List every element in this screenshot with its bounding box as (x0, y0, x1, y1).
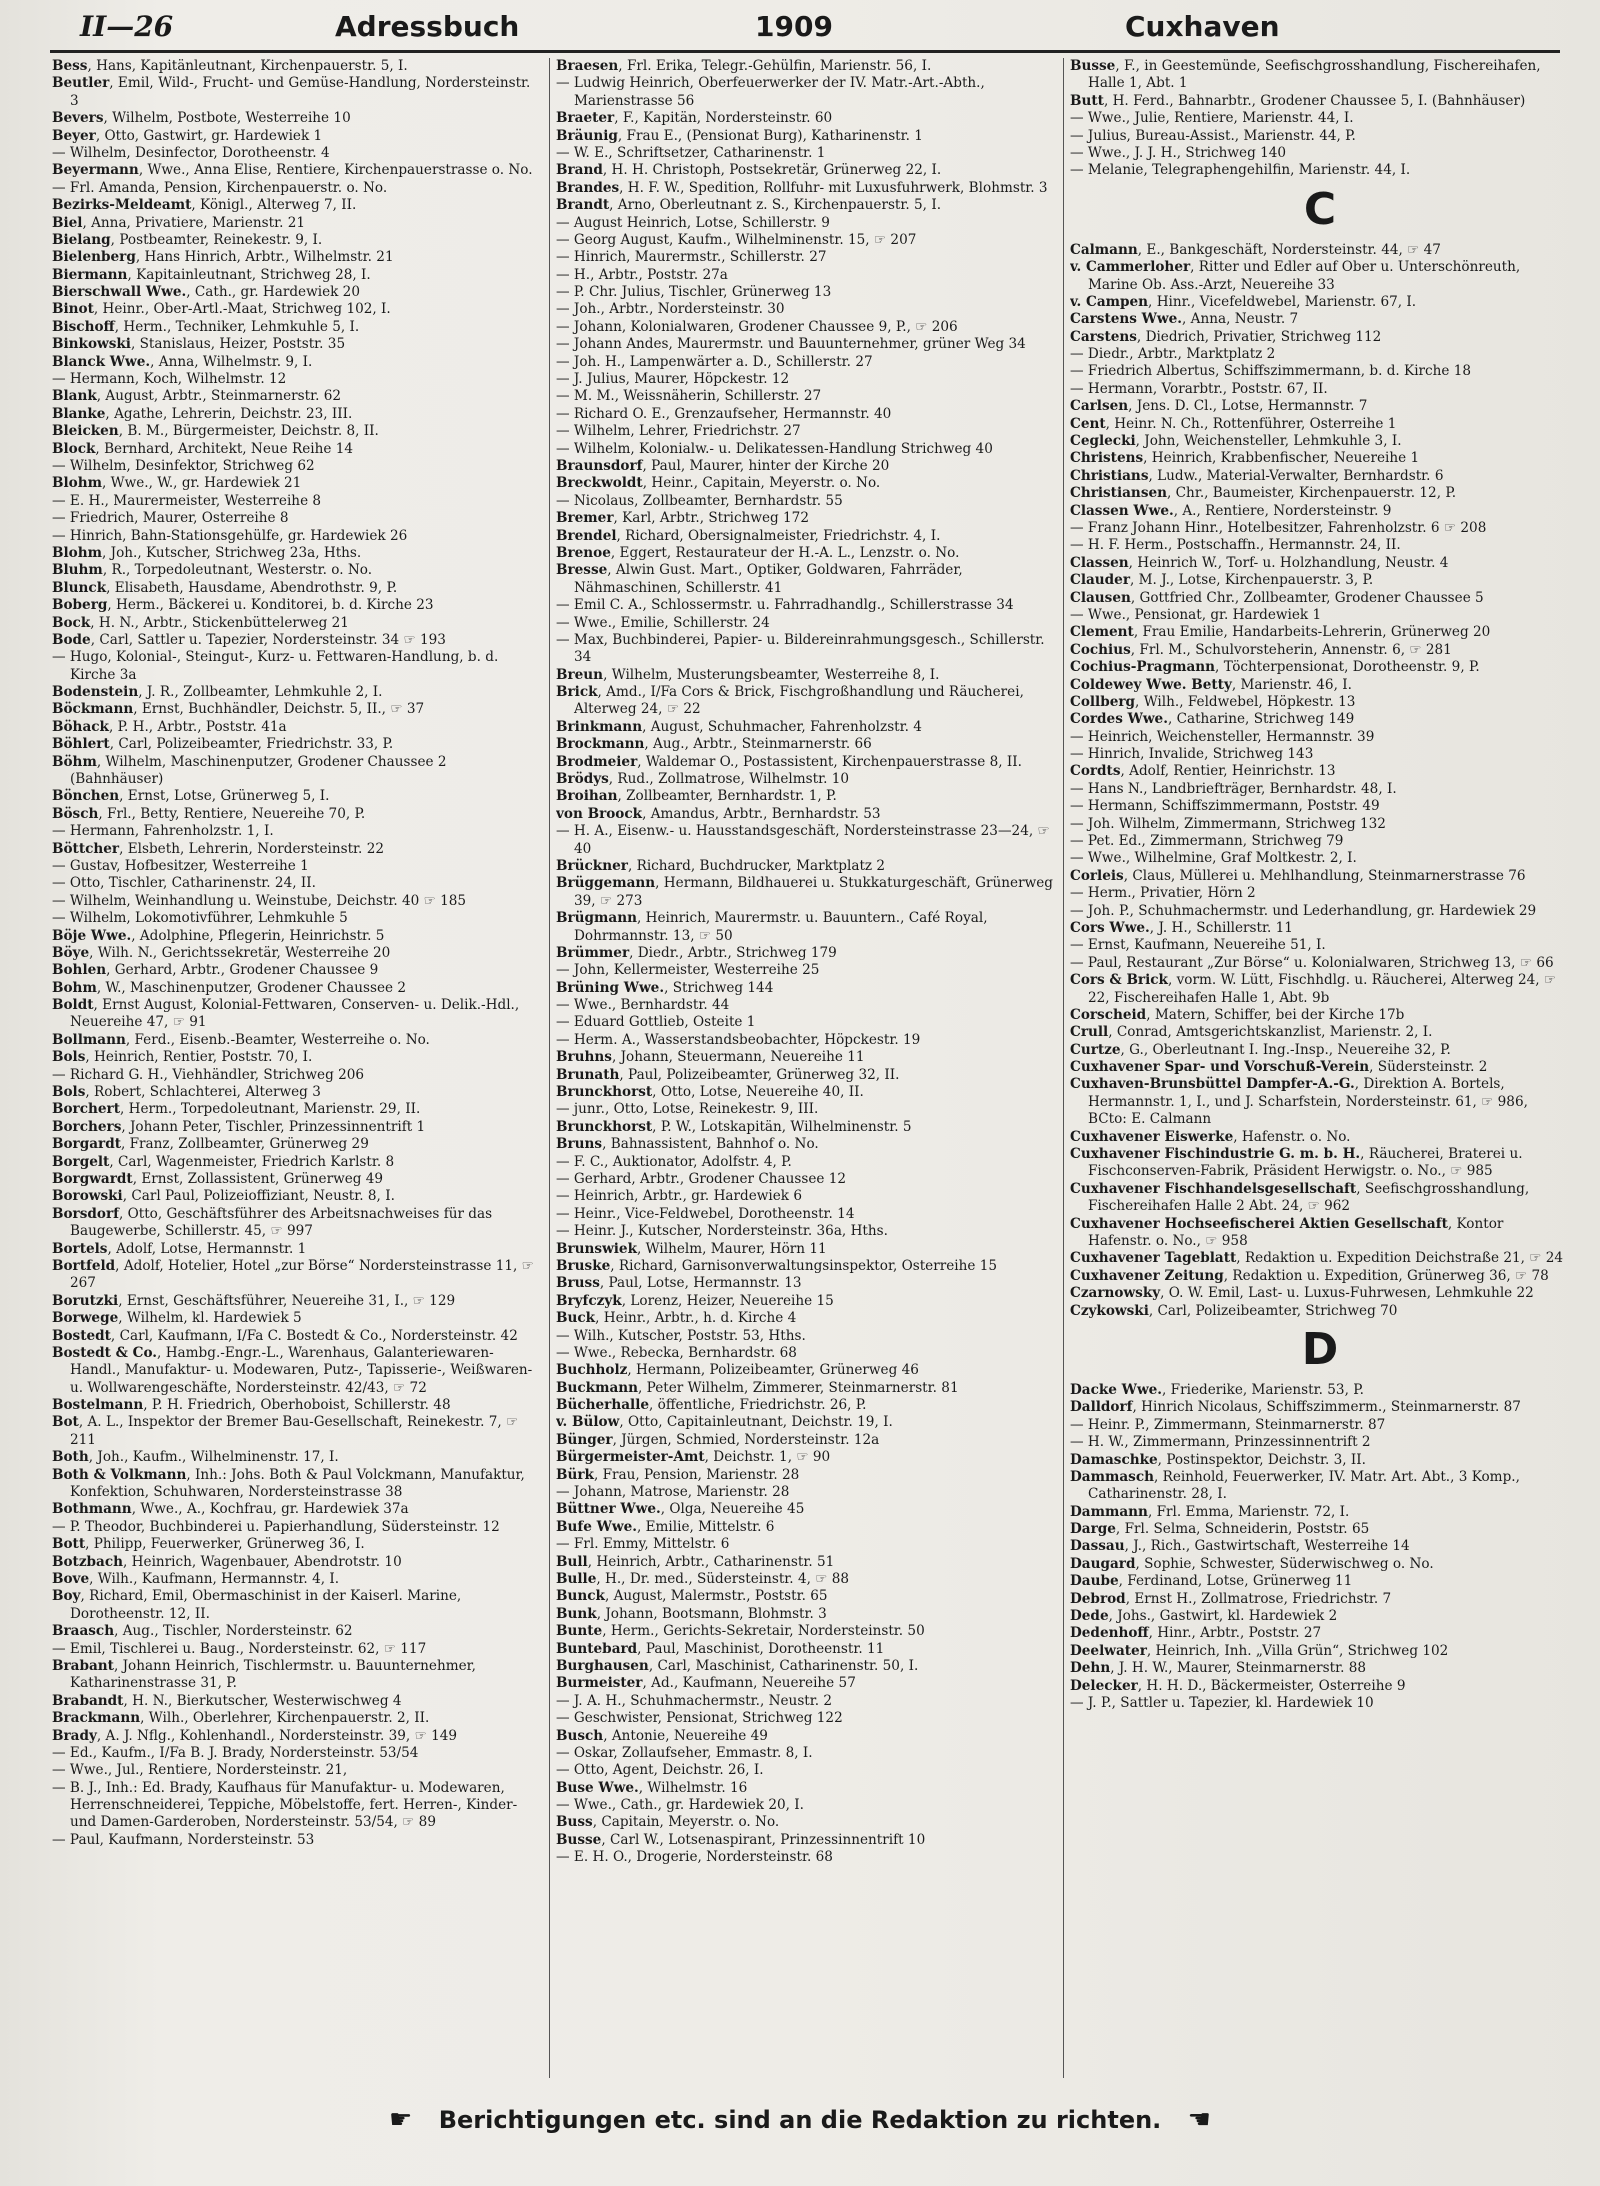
directory-entry: — Otto, Tischler, Catharinenstr. 24, II. (52, 875, 316, 892)
directory-entry: Cuxhavener Zeitung, Redaktion u. Expedition, Grünerweg 36, ☞ 78 (1070, 1267, 1549, 1284)
directory-entry: Bodenstein, J. R., Zollbeamter, Lehmkuhle 2, I. (52, 684, 383, 701)
directory-entry: — Wwe., Rebecka, Bernhardstr. 68 (556, 1344, 797, 1361)
directory-entry: Dammann, Frl. Emma, Marienstr. 72, I. (1070, 1503, 1350, 1520)
directory-entry: — F. C., Auktionator, Adolfstr. 4, P. (556, 1153, 792, 1170)
directory-entry: Bortels, Adolf, Lotse, Hermannstr. 1 (52, 1240, 307, 1257)
directory-entry: — Hermann, Vorarbtr., Poststr. 67, II. (1070, 380, 1328, 397)
directory-entry: — Max, Buchbinderei, Papier- u. Bildereinrahmungsgesch., Schillerstr. 34 (556, 631, 1045, 666)
directory-entry: Blanke, Agathe, Lehrerin, Deichstr. 23, III. (52, 405, 353, 422)
directory-entry: Collberg, Wilh., Feldwebel, Höpkestr. 13 (1070, 693, 1356, 710)
directory-entry: — Gerhard, Arbtr., Grodener Chaussee 12 (556, 1171, 847, 1187)
directory-entry: — Wwe., Cath., gr. Hardewiek 20, I. (556, 1797, 804, 1814)
directory-entry: Bortfeld, Adolf, Hotelier, Hotel „zur Börse“ Nordersteinstrasse 11, ☞ 267 (52, 1257, 534, 1292)
directory-entry: Böhlert, Carl, Polizeibeamter, Friedrichstr. 33, P. (52, 736, 394, 753)
directory-entry: Bryfczyk, Lorenz, Heizer, Neuereihe 15 (556, 1292, 834, 1309)
directory-entry: Bunte, Herm., Gerichts-Sekretair, Nordersteinstr. 50 (556, 1623, 925, 1640)
directory-entry: Curtze, G., Oberleutnant I. Ing.-Insp., Neuereihe 32, P. (1070, 1041, 1451, 1058)
directory-entry: Brinkmann, August, Schuhmacher, Fahrenholzstr. 4 (556, 718, 922, 735)
directory-entry: Borchers, Johann Peter, Tischler, Prinzessinnentrift 1 (52, 1118, 426, 1135)
directory-entry: — Hermann, Fahrenholzstr. 1, I. (52, 823, 274, 840)
directory-entry: Debrod, Ernst H., Zollmatrose, Friedrichstr. 7 (1070, 1590, 1392, 1607)
directory-entry: Borutzki, Ernst, Geschäftsführer, Neuereihe 31, I., ☞ 129 (52, 1292, 456, 1309)
directory-entry: Braunsdorf, Paul, Maurer, hinter der Kirche 20 (556, 457, 890, 474)
directory-entry: — Wilh., Kutscher, Poststr. 53, Hths. (556, 1327, 806, 1344)
directory-entry: Borgelt, Carl, Wagenmeister, Friedrich Karlstr. 8 (52, 1153, 395, 1170)
directory-entry: Carlsen, Jens. D. Cl., Lotse, Hermannstr. 7 (1070, 398, 1368, 415)
directory-entry: — Gustav, Hofbesitzer, Westerreihe 1 (52, 857, 309, 874)
directory-entry: Beutler, Emil, Wild-, Frucht- und Gemüse-Handlung, Nordersteinstr. 3 (52, 75, 531, 109)
directory-entry: — J. A. H., Schuhmachermstr., Neustr. 2 (556, 1692, 833, 1709)
directory-entry: — Joh. Wilhelm, Zimmermann, Strichweg 132 (1070, 815, 1386, 832)
directory-entry: Brodmeier, Waldemar O., Postassistent, Kirchenpauerstrasse 8, II. (556, 753, 1022, 770)
directory-entry: Brümmer, Diedr., Arbtr., Strichweg 179 (556, 944, 837, 961)
city-name: Cuxhaven (1125, 10, 1280, 43)
directory-entry: Block, Bernhard, Architekt, Neue Reihe 14 (52, 440, 354, 457)
directory-entry: Cuxhavener Eiswerke, Hafenstr. o. No. (1070, 1128, 1351, 1145)
directory-entry: Carstens, Diedrich, Privatier, Strichweg 112 (1070, 328, 1382, 345)
directory-entry: Burmeister, Ad., Kaufmann, Neuereihe 57 (556, 1675, 856, 1692)
directory-entry: v. Cammerloher, Ritter und Edler auf Ober u. Unterschönreuth, Marine Ob. Ass.-Arzt, Neuereihe 33 (1070, 259, 1521, 293)
directory-entry: — Herm. A., Wasserstandsbeobachter, Höpckestr. 19 (556, 1031, 921, 1048)
directory-entry: Brenoe, Eggert, Restaurateur der H.-A. L., Lenzstr. o. No. (556, 544, 960, 561)
footer-note: Berichtigungen etc. sind an die Redaktion zu richten. (438, 2106, 1162, 2134)
directory-entry: Butt, H. Ferd., Bahnarbtr., Grodener Chaussee 5, I. (Bahnhäuser) (1070, 92, 1526, 109)
directory-entry: v. Campen, Hinr., Vicefeldwebel, Marienstr. 67, I. (1070, 293, 1417, 310)
directory-entry: Crull, Conrad, Amtsgerichtskanzlist, Marienstr. 2, I. (1070, 1024, 1433, 1041)
directory-entry: Bostedt & Co., Hambg.-Engr.-L., Warenhaus, Galanteriewaren-Handl., Manufaktur- u. Modewaren, Putz-, Tapisserie-, Weißwaren- u. Wollwarengeschäfte, Nordersteinstr. 42/43, ☞ 72 (52, 1344, 533, 1396)
directory-entry: Beyermann, Wwe., Anna Elise, Rentiere, Kirchenpauerstrasse o. No. (52, 162, 533, 179)
directory-entry: Blunck, Elisabeth, Hausdame, Abendrothstr. 9, P. (52, 579, 398, 596)
directory-entry: — Friedrich, Maurer, Osterreihe 8 (52, 510, 289, 527)
directory-entry: Borowski, Carl Paul, Polizeioffiziant, Neustr. 8, I. (52, 1188, 395, 1205)
directory-entry: v. Bülow, Otto, Capitainleutnant, Deichstr. 19, I. (556, 1414, 893, 1431)
directory-entry: Daugard, Sophie, Schwester, Süderwischweg o. No. (1070, 1555, 1434, 1572)
directory-entry: Dassau, J., Rich., Gastwirtschaft, Westerreihe 14 (1070, 1538, 1410, 1555)
directory-entry: — B. J., Inh.: Ed. Brady, Kaufhaus für Manufaktur- u. Modewaren, Herrenschneiderei, Teppiche, Möbelstoffe, fert. Herren-, Kinder- und Damen-Garderoben, Nordersteinstr. 53/54, ☞ 89 (52, 1779, 518, 1831)
directory-entry: — Heinrich, Weichensteller, Hermannstr. 39 (1070, 728, 1375, 745)
directory-entry: — Wwe., Wilhelmine, Graf Moltkestr. 2, I. (1070, 850, 1357, 867)
directory-entry: Brunath, Paul, Polizeibeamter, Grünerweg 32, II. (556, 1066, 900, 1083)
directory-entry: Boberg, Herm., Bäckerei u. Konditorei, b. d. Kirche 23 (52, 597, 434, 614)
directory-entry: Buchholz, Hermann, Polizeibeamter, Grünerweg 46 (556, 1362, 919, 1379)
directory-entry: Classen, Heinrich W., Torf- u. Holzhandlung, Neustr. 4 (1070, 554, 1449, 571)
directory-entry: Bluhm, R., Torpedoleutnant, Westerstr. o. No. (52, 562, 373, 579)
book-title: Adressbuch (335, 10, 520, 43)
column-1 (52, 58, 542, 2078)
directory-entry: Cordts, Adolf, Rentier, Heinrichstr. 13 (1070, 763, 1336, 780)
directory-entry: — Emil, Tischlerei u. Baug., Nordersteinstr. 62, ☞ 117 (52, 1640, 427, 1657)
directory-entry: Bock, H. N., Arbtr., Stickenbüttelerweg 21 (52, 614, 349, 631)
directory-entry: Christiansen, Chr., Baumeister, Kirchenpauerstr. 12, P. (1070, 485, 1457, 502)
directory-entry: Beyer, Otto, Gastwirt, gr. Hardewiek 1 (52, 127, 323, 144)
directory-entry: — Richard G. H., Viehhändler, Strichweg 206 (52, 1066, 365, 1083)
directory-entry: Brendel, Richard, Obersignalmeister, Friedrichstr. 4, I. (556, 527, 941, 544)
directory-entry: Bollmann, Ferd., Eisenb.-Beamter, Westerreihe o. No. (52, 1031, 430, 1048)
directory-entry: — Wwe., Jul., Rentiere, Nordersteinstr. 21, (52, 1762, 348, 1779)
directory-entry: Bräunig, Frau E., (Pensionat Burg), Katharinenstr. 1 (556, 127, 923, 144)
directory-entry: Bunk, Johann, Bootsmann, Blohmstr. 3 (556, 1605, 827, 1622)
directory-entry: Bove, Wilh., Kaufmann, Hermannstr. 4, I. (52, 1570, 340, 1587)
directory-entry: — Emil C. A., Schlossermstr. u. Fahrradhandlg., Schillerstrasse 34 (556, 597, 1014, 614)
directory-entry: — M. M., Weissnäherin, Schillerstr. 27 (556, 388, 822, 405)
pointing-hand-left-icon: ☚ (1187, 2105, 1211, 2135)
directory-entry: Botzbach, Heinrich, Wagenbauer, Abendrotstr. 10 (52, 1553, 402, 1570)
directory-entry: Borchert, Herm., Torpedoleutnant, Marienstr. 29, II. (52, 1101, 421, 1118)
directory-entry: Brandt, Arno, Oberleutnant z. S., Kirchenpauerstr. 5, I. (556, 197, 942, 214)
column-divider (1063, 58, 1064, 2078)
directory-entry: — Hermann, Schiffszimmermann, Poststr. 49 (1070, 798, 1380, 815)
directory-entry: Borgwardt, Ernst, Zollassistent, Grünerweg 49 (52, 1171, 384, 1187)
directory-entry: Broihan, Zollbeamter, Bernhardstr. 1, P. (556, 788, 837, 805)
directory-entry: — P. Chr. Julius, Tischler, Grünerweg 13 (556, 284, 832, 301)
directory-entry: Buckmann, Peter Wilhelm, Zimmerer, Steinmarnerstr. 81 (556, 1379, 959, 1396)
directory-entry: Binkowski, Stanislaus, Heizer, Poststr. 35 (52, 336, 346, 353)
directory-entry: Both, Joh., Kaufm., Wilhelminenstr. 17, I. (52, 1449, 339, 1466)
directory-entry: Böckmann, Ernst, Buchhändler, Deichstr. 5, II., ☞ 37 (52, 701, 425, 718)
directory-entry: — Wilhelm, Desinfector, Dorotheenstr. 4 (52, 144, 330, 161)
page-footer (0, 2105, 1600, 2135)
directory-entry: Bode, Carl, Sattler u. Tapezier, Nordersteinstr. 34 ☞ 193 (52, 631, 446, 648)
directory-entry: Bevers, Wilhelm, Postbote, Westerreihe 10 (52, 110, 351, 127)
directory-entry: Brockmann, Aug., Arbtr., Steinmarnerstr. 66 (556, 736, 872, 753)
directory-entry: Bezirks-Meldeamt, Königl., Alterweg 7, II. (52, 197, 357, 214)
directory-entry: — Hinrich, Maurermstr., Schillerstr. 27 (556, 249, 827, 266)
directory-entry: — Richard O. E., Grenzaufseher, Hermannstr. 40 (556, 405, 892, 422)
directory-entry: — Heinrich, Arbtr., gr. Hardewiek 6 (556, 1188, 803, 1205)
directory-entry: Darge, Frl. Selma, Schneiderin, Poststr. 65 (1070, 1521, 1370, 1538)
directory-entry: — Ludwig Heinrich, Oberfeuerwerker der IV. Matr.-Art.-Abth., Marienstrasse 56 (556, 75, 985, 109)
directory-entry: — Franz Johann Hinr., Hotelbesitzer, Fahrenholzstr. 6 ☞ 208 (1070, 519, 1487, 536)
directory-entry: — E. H., Maurermeister, Westerreihe 8 (52, 492, 322, 509)
directory-entry: Brügmann, Heinrich, Maurermstr. u. Bauuntern., Café Royal, Dohrmannstr. 13, ☞ 50 (556, 910, 988, 944)
directory-entry: Brückner, Richard, Buchdrucker, Marktplatz 2 (556, 857, 886, 874)
directory-entry: — Oskar, Zollaufseher, Emmastr. 8, I. (556, 1744, 813, 1761)
directory-entry: Bleicken, B. M., Bürgermeister, Deichstr. 8, II. (52, 423, 379, 440)
directory-entry: — Ernst, Kaufmann, Neuereihe 51, I. (1070, 937, 1326, 954)
section-letter: C (1303, 183, 1337, 235)
directory-entry: Brunckhorst, Otto, Lotse, Neuereihe 40, II. (556, 1084, 864, 1101)
directory-entry: Christens, Heinrich, Krabbenfischer, Neuereihe 1 (1070, 450, 1420, 467)
directory-entry: Breun, Wilhelm, Musterungsbeamter, Westerreihe 8, I. (556, 666, 940, 683)
directory-entry: Carstens Wwe., Anna, Neustr. 7 (1070, 311, 1299, 328)
directory-entry: Brand, H. H. Christoph, Postsekretär, Grünerweg 22, I. (556, 162, 942, 179)
column-divider (549, 58, 550, 2078)
directory-entry: Bot, A. L., Inspektor der Bremer Bau-Gesellschaft, Reinekestr. 7, ☞ 211 (52, 1414, 519, 1448)
directory-entry: — Wwe., J. J. H., Strichweg 140 (1070, 144, 1287, 161)
directory-entry: — Paul, Kaufmann, Nordersteinstr. 53 (52, 1831, 315, 1848)
directory-entry: Bothmann, Wwe., A., Kochfrau, gr. Hardewiek 37a (52, 1501, 409, 1518)
directory-entry: Bielenberg, Hans Hinrich, Arbtr., Wilhelmstr. 21 (52, 249, 394, 266)
directory-entry: Böttcher, Elsbeth, Lehrerin, Nordersteinstr. 22 (52, 840, 384, 857)
directory-entry: — Hinrich, Invalide, Strichweg 143 (1070, 746, 1314, 763)
directory-entry: — H. F. Herm., Postschaffn., Hermannstr. 24, II. (1070, 537, 1401, 554)
directory-entry: Coldewey Wwe. Betty, Marienstr. 46, I. (1070, 676, 1352, 693)
directory-entry: — junr., Otto, Lotse, Reinekestr. 9, III. (556, 1101, 819, 1118)
directory-entry: Brüggemann, Hermann, Bildhauerei u. Stukkaturgeschäft, Grünerweg 39, ☞ 273 (556, 875, 1053, 909)
directory-entry: Boldt, Ernst August, Kolonial-Fettwaren, Conserven- u. Delik.-Hdl., Neuereihe 47, ☞ 91 (52, 997, 520, 1031)
directory-entry: Bruske, Richard, Garnisonverwaltungsinspektor, Osterreihe 15 (556, 1257, 998, 1274)
directory-entry: Cent, Heinr. N. Ch., Rottenführer, Osterreihe 1 (1070, 415, 1397, 432)
directory-entry: — W. E., Schriftsetzer, Catharinenstr. 1 (556, 144, 826, 161)
directory-entry: Brandes, H. F. W., Spedition, Rollfuhr- mit Luxusfuhrwerk, Blohmstr. 3 (556, 179, 1048, 196)
directory-entry: — Joh., Arbtr., Nordersteinstr. 30 (556, 301, 785, 318)
directory-entry: Calmann, E., Bankgeschäft, Nordersteinstr. 44, ☞ 47 (1070, 241, 1441, 258)
directory-entry: Buse Wwe., Wilhelmstr. 16 (556, 1779, 748, 1796)
directory-entry: Deelwater, Heinrich, Inh. „Villa Grün“, Strichweg 102 (1070, 1642, 1449, 1659)
directory-entry: Cuxhavener Fischhandelsgesellschaft, Seefischgrosshandlung, Fischereihafen Halle 2 Abt. 24, ☞ 962 (1070, 1180, 1530, 1215)
directory-entry: von Broock, Amandus, Arbtr., Bernhardstr. 53 (556, 805, 881, 822)
directory-entry: Christians, Ludw., Material-Verwalter, Bernhardstr. 6 (1070, 467, 1444, 484)
directory-entry: Dedenhoff, Hinr., Arbtr., Poststr. 27 (1070, 1625, 1322, 1642)
directory-entry: Blanck Wwe., Anna, Wilhelmstr. 9, I. (52, 353, 313, 370)
directory-entry: — Hinrich, Bahn-Stationsgehülfe, gr. Hardewiek 26 (52, 527, 408, 544)
directory-entry: Brunckhorst, P. W., Lotskapitän, Wilhelminenstr. 5 (556, 1118, 912, 1135)
directory-entry: Bischoff, Herm., Techniker, Lehmkuhle 5, I. (52, 318, 360, 335)
directory-entry: — H. W., Zimmermann, Prinzessinnentrift 2 (1070, 1434, 1371, 1451)
page-number: II—26 (80, 10, 174, 43)
directory-entry: Brick, Amd., I/Fa Cors & Brick, Fischgroßhandlung und Räucherei, Alterweg 24, ☞ 22 (556, 684, 1024, 718)
directory-entry: — Wilhelm, Kolonialw.- u. Delikatessen-Handlung Strichweg 40 (556, 440, 993, 457)
directory-entry: — Nicolaus, Zollbeamter, Bernhardstr. 55 (556, 492, 843, 509)
directory-entry: Corleis, Claus, Müllerei u. Mehlhandlung, Steinmarnerstrasse 76 (1070, 867, 1526, 884)
directory-entry: — Frl. Emmy, Mittelstr. 6 (556, 1536, 730, 1553)
directory-entry: Bielang, Postbeamter, Reinekestr. 9, I. (52, 231, 323, 248)
directory-entry: — Otto, Agent, Deichstr. 26, I. (556, 1762, 764, 1779)
directory-entry: Corscheid, Matern, Schiffer, bei der Kirche 17b (1070, 1006, 1405, 1023)
directory-entry: Bruhns, Johann, Steuermann, Neuereihe 11 (556, 1049, 865, 1066)
directory-entry: Bols, Heinrich, Rentier, Poststr. 70, I. (52, 1049, 313, 1066)
directory-entry: Busse, Carl W., Lotsenaspirant, Prinzessinnentrift 10 (556, 1831, 926, 1848)
pointing-hand-right-icon: ☛ (389, 2105, 413, 2135)
directory-entry: Cordes Wwe., Catharine, Strichweg 149 (1070, 711, 1355, 728)
directory-entry: — Wwe., Bernhardstr. 44 (556, 997, 730, 1014)
directory-entry: Bürgermeister-Amt, Deichstr. 1, ☞ 90 (556, 1449, 831, 1466)
directory-entry: Bruns, Bahnassistent, Bahnhof o. No. (556, 1136, 819, 1153)
directory-entry: Cochius-Pragmann, Töchterpensionat, Dorotheenstr. 9, P. (1070, 659, 1480, 676)
directory-entry: Dede, Johs., Gastwirt, kl. Hardewiek 2 (1070, 1608, 1338, 1625)
directory-entry: — P. Theodor, Buchbinderei u. Papierhandlung, Südersteinstr. 12 (52, 1518, 500, 1535)
directory-entry: Brabant, Johann Heinrich, Tischlermstr. u. Bauunternehmer, Katharinenstrasse 31, P. (52, 1657, 476, 1692)
directory-entry: — Friedrich Albertus, Schiffszimmermann, b. d. Kirche 18 (1070, 363, 1472, 380)
directory-entry: — Herm., Privatier, Hörn 2 (1070, 885, 1256, 902)
directory-entry: Dacke Wwe., Friederike, Marienstr. 53, P. (1070, 1381, 1364, 1398)
directory-entry: Bürk, Frau, Pension, Marienstr. 28 (556, 1466, 800, 1483)
directory-entry: — Wwe., Pensionat, gr. Hardewiek 1 (1070, 606, 1322, 623)
directory-entry: Czarnowsky, O. W. Emil, Last- u. Luxus-Fuhrwesen, Lehmkuhle 22 (1070, 1285, 1534, 1302)
directory-entry: — Wwe., Julie, Rentiere, Marienstr. 44, I. (1070, 110, 1354, 127)
directory-entry: Borgardt, Franz, Zollbeamter, Grünerweg 29 (52, 1136, 369, 1153)
directory-entry: — Johann, Matrose, Marienstr. 28 (556, 1484, 790, 1501)
directory-entry: Bufe Wwe., Emilie, Mittelstr. 6 (556, 1518, 775, 1535)
directory-entry: Böye, Wilh. N., Gerichtssekretär, Westerreihe 20 (52, 944, 391, 961)
directory-entry: Böhm, Wilhelm, Maschinenputzer, Grodener Chaussee 2 (Bahnhäuser) (52, 753, 447, 788)
column-3 (1070, 58, 1570, 2078)
directory-entry: — Melanie, Telegraphengehilfin, Marienstr. 44, I. (1070, 162, 1411, 179)
directory-entry: Buss, Capitain, Meyerstr. o. No. (556, 1814, 780, 1831)
directory-entry: Bücherhalle, öffentliche, Friedrichstr. 26, P. (556, 1397, 867, 1414)
directory-entry: Bull, Heinrich, Arbtr., Catharinenstr. 51 (556, 1553, 835, 1570)
directory-entry: — E. H. O., Drogerie, Nordersteinstr. 68 (556, 1849, 833, 1866)
directory-entry: Bostedt, Carl, Kaufmann, I/Fa C. Bostedt & Co., Nordersteinstr. 42 (52, 1327, 518, 1344)
directory-entry: Clement, Frau Emilie, Handarbeits-Lehrerin, Grünerweg 20 (1070, 624, 1491, 641)
directory-entry: — Hugo, Kolonial-, Steingut-, Kurz- u. Fettwaren-Handlung, b. d. Kirche 3a (52, 649, 499, 683)
directory-entry: — H. A., Eisenw.- u. Hausstandsgeschäft, Nordersteinstrasse 23—24, ☞ 40 (556, 823, 1050, 857)
directory-entry: Clauder, M. J., Lotse, Kirchenpauerstr. 3, P. (1070, 572, 1374, 589)
directory-entry: — Joh. P., Schuhmachermstr. und Lederhandlung, gr. Hardewiek 29 (1070, 902, 1537, 919)
directory-entry: Bresse, Alwin Gust. Mart., Optiker, Goldwaren, Fahrräder, Nähmaschinen, Schillerstr. 41 (556, 562, 963, 596)
directory-entry: Buck, Heinr., Arbtr., h. d. Kirche 4 (556, 1310, 797, 1327)
directory-entry: — Johann, Kolonialwaren, Grodener Chaussee 9, P., ☞ 206 (556, 318, 958, 335)
directory-entry: Biel, Anna, Privatiere, Marienstr. 21 (52, 214, 306, 231)
directory-entry: Dehn, J. H. W., Maurer, Steinmarnerstr. 88 (1070, 1660, 1367, 1677)
directory-entry: Böje Wwe., Adolphine, Pflegerin, Heinrichstr. 5 (52, 927, 385, 944)
directory-entry: Bess, Hans, Kapitänleutnant, Kirchenpauerstr. 5, I. (52, 58, 408, 74)
directory-entry: — Heinr. P., Zimmermann, Steinmarnerstr. 87 (1070, 1416, 1386, 1433)
directory-entry: Cors & Brick, vorm. W. Lütt, Fischhdlg. u. Räucherei, Alterweg 24, ☞ 22, Fischereihafen Halle 1, Abt. 9b (1070, 972, 1557, 1006)
directory-entry: Braeter, F., Kapitän, Nordersteinstr. 60 (556, 110, 833, 127)
directory-entry: Brunswiek, Wilhelm, Maurer, Hörn 11 (556, 1240, 827, 1257)
directory-entry: — Hermann, Koch, Wilhelmstr. 12 (52, 371, 287, 388)
directory-entry: Bohm, W., Maschinenputzer, Grodener Chaussee 2 (52, 979, 407, 996)
directory-entry: Delecker, H. H. D., Bäckermeister, Osterreihe 9 (1070, 1677, 1406, 1694)
directory-entry: Dammasch, Reinhold, Feuerwerker, IV. Matr. Art. Abt., 3 Komp., Catharinenstr. 28, I. (1070, 1468, 1520, 1503)
directory-entry: Borsdorf, Otto, Geschäftsführer des Arbeitsnachweises für das Baugewerbe, Schillerstr. 45, ☞ 997 (52, 1205, 493, 1240)
directory-entry: — Frl. Amanda, Pension, Kirchenpauerstr. o. No. (52, 179, 388, 196)
directory-entry: Burghausen, Carl, Maschinist, Catharinenstr. 50, I. (556, 1657, 919, 1674)
directory-entry: Cuxhavener Spar- und Vorschuß-Verein, Südersteinstr. 2 (1070, 1059, 1488, 1076)
directory-entry: Busse, F., in Geestemünde, Seefischgrosshandlung, Fischereihafen, Halle 1, Abt. 1 (1070, 58, 1541, 92)
directory-entry: — Pet. Ed., Zimmermann, Strichweg 79 (1070, 833, 1344, 850)
directory-entry: Ceglecki, John, Weichensteller, Lehmkuhle 3, I. (1070, 433, 1402, 450)
directory-entry: Braesen, Frl. Erika, Telegr.-Gehülfin, Marienstr. 56, I. (556, 58, 932, 74)
book-year: 1909 (755, 10, 833, 43)
directory-entry: Damaschke, Postinspektor, Deichstr. 3, II. (1070, 1451, 1366, 1468)
directory-entry: Daube, Ferdinand, Lotse, Grünerweg 11 (1070, 1573, 1353, 1590)
directory-entry: Böhack, P. H., Arbtr., Poststr. 41a (52, 718, 287, 735)
directory-entry: Brödys, Rud., Zollmatrose, Wilhelmstr. 10 (556, 771, 850, 788)
directory-entry: Blohm, Wwe., W., gr. Hardewiek 21 (52, 475, 302, 492)
directory-entry: — Heinr. J., Kutscher, Nordersteinstr. 36a, Hths. (556, 1223, 888, 1240)
directory-entry: Boy, Richard, Emil, Obermaschinist in der Kaiserl. Marine, Dorotheenstr. 12, II. (52, 1588, 462, 1622)
directory-entry: Czykowski, Carl, Polizeibeamter, Strichweg 70 (1070, 1302, 1398, 1319)
directory-entry: Büttner Wwe., Olga, Neuereihe 45 (556, 1501, 805, 1518)
directory-entry: Blohm, Joh., Kutscher, Strichweg 23a, Hths. (52, 544, 362, 561)
directory-entry: Bösch, Frl., Betty, Rentiere, Neuereihe 70, P. (52, 805, 366, 822)
directory-entry: Cuxhavener Tageblatt, Redaktion u. Expedition Deichstraße 21, ☞ 24 (1070, 1250, 1564, 1267)
directory-entry: Bostelmann, P. H. Friedrich, Oberhoboist, Schillerstr. 48 (52, 1397, 451, 1414)
directory-entry: Bulle, H., Dr. med., Südersteinstr. 4, ☞ 88 (556, 1570, 850, 1587)
directory-entry: Brabandt, H. N., Bierkutscher, Westerwischweg 4 (52, 1692, 402, 1709)
directory-entry: Bünger, Jürgen, Schmied, Nordersteinstr. 12a (556, 1431, 880, 1448)
directory-entry: — Geschwister, Pensionat, Strichweg 122 (556, 1710, 843, 1727)
directory-entry: Binot, Heinr., Ober-Artl.-Maat, Strichweg 102, I. (52, 301, 391, 318)
directory-entry: Brady, A. J. Nflg., Kohlenhandl., Nordersteinstr. 39, ☞ 149 (52, 1727, 458, 1744)
directory-entry: — Diedr., Arbtr., Marktplatz 2 (1070, 346, 1276, 363)
directory-entry: — Heinr., Vice-Feldwebel, Dorotheenstr. 14 (556, 1205, 855, 1222)
directory-entry: Bott, Philipp, Feuerwerker, Grünerweg 36, I. (52, 1536, 365, 1553)
directory-entry: Breckwoldt, Heinr., Capitain, Meyerstr. o. No. (556, 475, 881, 492)
directory-entry: — Ed., Kaufm., I/Fa B. J. Brady, Nordersteinstr. 53/54 (52, 1744, 419, 1761)
directory-entry: — Eduard Gottlieb, Osteite 1 (556, 1014, 756, 1031)
directory-entry: — J. P., Sattler u. Tapezier, kl. Hardewiek 10 (1070, 1694, 1374, 1711)
directory-entry: Clausen, Gottfried Chr., Zollbeamter, Grodener Chaussee 5 (1070, 589, 1484, 606)
directory-entry: — Julius, Bureau-Assist., Marienstr. 44, P. (1070, 127, 1356, 144)
directory-entry: Cors Wwe., J. H., Schillerstr. 11 (1070, 919, 1293, 936)
directory-entry: Bols, Robert, Schlachterei, Alterweg 3 (52, 1084, 321, 1101)
directory-entry: — Hans N., Landbriefträger, Bernhardstr. 48, I. (1070, 780, 1397, 797)
directory-entry: Bohlen, Gerhard, Arbtr., Grodener Chaussee 9 (52, 962, 379, 979)
directory-entry: Both & Volkmann, Inh.: Johs. Both & Paul Volckmann, Manufaktur, Konfektion, Schuhwaren, Nordersteinstrasse 38 (52, 1466, 525, 1501)
directory-entry: Bruss, Paul, Lotse, Hermannstr. 13 (556, 1275, 802, 1292)
directory-entry: — J. Julius, Maurer, Höpckestr. 12 (556, 371, 790, 388)
directory-entry: — Wwe., Emilie, Schillerstr. 24 (556, 614, 770, 631)
directory-entry: — Georg August, Kaufm., Wilhelminenstr. 15, ☞ 207 (556, 231, 917, 248)
section-letter: D (1301, 1323, 1339, 1375)
directory-entry: Cuxhavener Fischindustrie G. m. b. H., Räucherei, Braterei u. Fischconserven-Fabrik, Präsident Herwigstr. o. No., ☞ 985 (1070, 1146, 1523, 1180)
directory-entry: Cochius, Frl. M., Schulvorsteherin, Annenstr. 6, ☞ 281 (1070, 641, 1452, 658)
directory-entry: Cuxhavener Hochseefischerei Aktien Gesellschaft, Kontor Hafenstr. o. No., ☞ 958 (1070, 1215, 1504, 1249)
directory-entry: Brüning Wwe., Strichweg 144 (556, 979, 774, 996)
directory-entry: — Paul, Restaurant „Zur Börse“ u. Kolonialwaren, Strichweg 13, ☞ 66 (1070, 954, 1554, 971)
directory-entry: Blank, August, Arbtr., Steinmarnerstr. 62 (52, 388, 342, 405)
column-2 (556, 58, 1056, 2078)
directory-entry: — August Heinrich, Lotse, Schillerstr. 9 (556, 214, 830, 231)
directory-entry: Cuxhaven-Brunsbüttel Dampfer-A.-G., Direktion A. Bortels, Hermannstr. 1, I., und J. Scharfstein, Nordersteinstr. 61, ☞ 986, BCto: E. Calmann (1070, 1076, 1528, 1128)
directory-entry: Brackmann, Wilh., Oberlehrer, Kirchenpauerstr. 2, II. (52, 1710, 430, 1727)
directory-entry: Buntebard, Paul, Maschinist, Dorotheenstr. 11 (556, 1640, 885, 1657)
directory-entry: — Joh. H., Lampenwärter a. D., Schillerstr. 27 (556, 353, 873, 370)
directory-entry: — H., Arbtr., Poststr. 27a (556, 266, 728, 283)
directory-entry: — Wilhelm, Desinfektor, Strichweg 62 (52, 457, 315, 474)
directory-entry: Braasch, Aug., Tischler, Nordersteinstr. 62 (52, 1623, 353, 1640)
directory-entry: — Wilhelm, Lehrer, Friedrichstr. 27 (556, 423, 801, 440)
directory-entry: — Johann Andes, Maurermstr. und Bauunternehmer, grüner Weg 34 (556, 336, 1026, 353)
directory-entry: Bönchen, Ernst, Lotse, Grünerweg 5, I. (52, 788, 330, 805)
directory-entry: — Wilhelm, Lokomotivführer, Lehmkuhle 5 (52, 910, 348, 927)
directory-entry: Bunck, August, Malermstr., Poststr. 65 (556, 1588, 828, 1605)
page-header (50, 10, 1560, 53)
directory-entry: — Wilhelm, Weinhandlung u. Weinstube, Deichstr. 40 ☞ 185 (52, 892, 467, 909)
directory-entry: — John, Kellermeister, Westerreihe 25 (556, 962, 820, 979)
directory-entry: Busch, Antonie, Neuereihe 49 (556, 1727, 768, 1744)
directory-entry: Classen Wwe., A., Rentiere, Nordersteinstr. 9 (1070, 502, 1392, 519)
directory-entry: Borwege, Wilhelm, kl. Hardewiek 5 (52, 1310, 302, 1327)
directory-entry: Dalldorf, Hinrich Nicolaus, Schiffszimmerm., Steinmarnerstr. 87 (1070, 1399, 1521, 1416)
directory-entry: Biermann, Kapitainleutnant, Strichweg 28, I. (52, 266, 371, 283)
directory-entry: Bremer, Karl, Arbtr., Strichweg 172 (556, 510, 809, 527)
directory-entry: Bierschwall Wwe., Cath., gr. Hardewiek 20 (52, 284, 360, 301)
